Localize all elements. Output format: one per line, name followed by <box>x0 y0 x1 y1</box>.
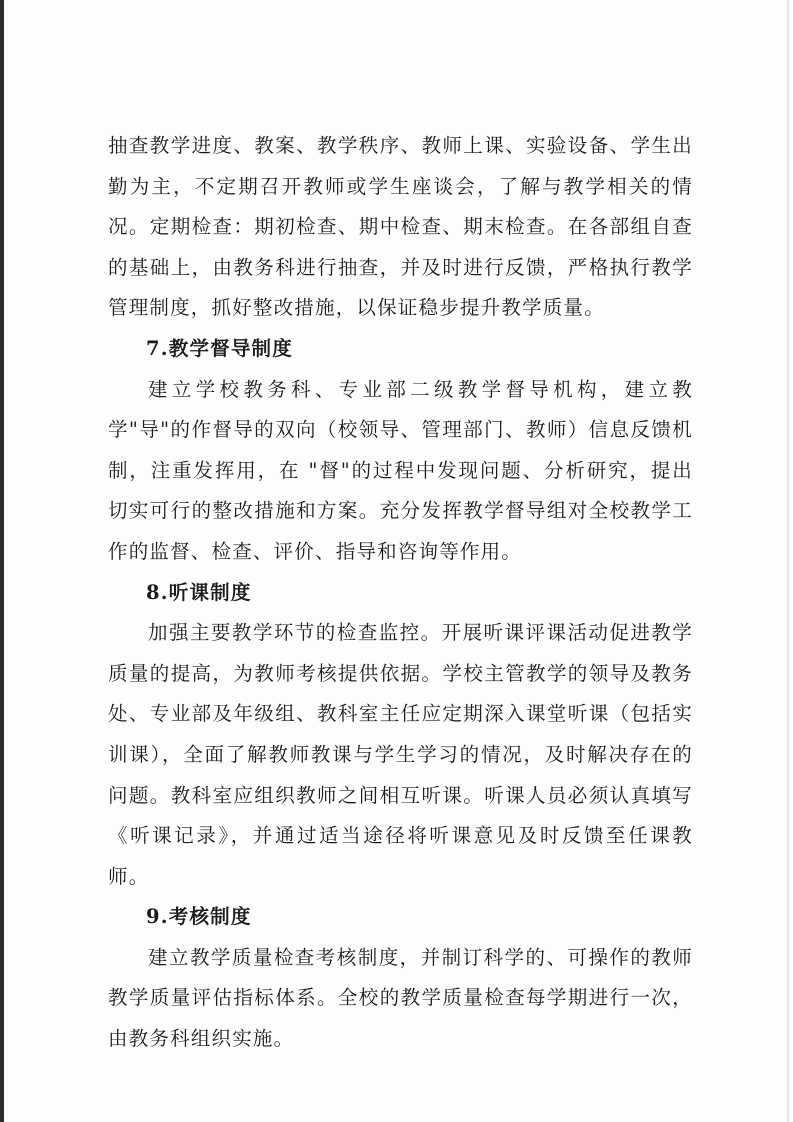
paragraph-inspection: 抽查教学进度、教案、教学秩序、教师上课、实验设备、学生出勤为主，不定期召开教师或学生座谈会，了解与教学相关的情况。定期检查：期初检查、期中检查、期末检查。在各部组自查的基础上，由教务科进行抽查，并及时进行反馈，严格执行教学管理制度，抓好整改措施，以保证稳步提升教学质量。 <box>108 134 693 320</box>
paragraph-teaching-supervision: 建立学校教务科、专业部二级教学督导机构，建立教学"导"的作督导的双向（校领导、管理部门、教师）信息反馈机制，注重发挥用，在 "督"的过程中发现问题、分析研究，提出切实可行的整改措施和方案。充分发挥教学督导组对全校教学工作的监督、检查、评价、指导和咨询等作用。 <box>108 377 693 563</box>
heading-assessment: 9.考核制度 <box>146 905 252 929</box>
heading-teaching-supervision: 7.教学督导制度 <box>146 336 293 360</box>
heading-lesson-observation: 8.听课制度 <box>146 580 252 604</box>
scan-right-stripe <box>787 0 789 1122</box>
paragraph-lesson-observation: 加强主要教学环节的检查监控。开展听课评课活动促进教学质量的提高，为教师考核提供依据。学校主管教学的领导及教务处、专业部及年级组、教科室主任应定期深入课堂听课（包括实训课），全面了解教师教课与学生学习的情况，及时解决存在的问题。教科室应组织教师之间相互听课。听课人员必须认真填写《听课记录》，并通过适当途径将听课意见及时反馈至任课教师。 <box>108 621 693 888</box>
scan-left-edge <box>0 0 4 1122</box>
paragraph-assessment: 建立教学质量检查考核制度，并制订科学的、可操作的教师教学质量评估指标体系。全校的教学质量检查每学期进行一次，由教务科组织实施。 <box>108 945 693 1051</box>
document-body <box>108 126 693 1060</box>
